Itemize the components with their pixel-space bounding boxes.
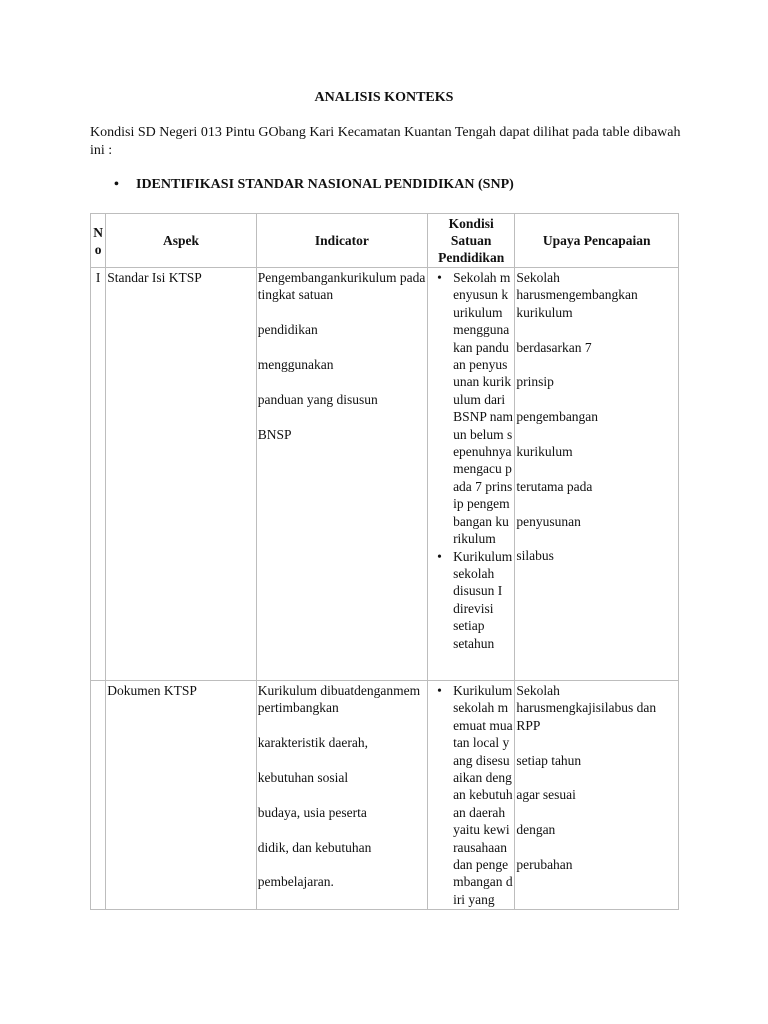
indicator-line: Pengembangankurikulum padatingkat satuan: [257, 270, 426, 303]
indicator-line: didik, dan kebutuhan: [257, 839, 372, 855]
upaya-line: pengembangan: [516, 409, 599, 425]
cell-upaya: [515, 268, 679, 681]
header-no: No: [91, 214, 106, 268]
list-item: • Kurikulum sekolah memuat muatan local yang disesuaikan dengan kebutuhan daerah yaitu kewirausahaan dan pengembangan diri yang: [429, 682, 513, 908]
list-item: • Sekolah menyusun kurikulum menggunakan panduan penyusunan kurikulum dari BSNP namun belum sepenuhnya mengacu pada 7 prinsip pengembangan kurikulum: [429, 269, 513, 548]
section-heading: [114, 177, 514, 193]
cell-indicator: [256, 681, 427, 910]
bullet-icon: •: [114, 177, 119, 192]
list-item: • Kurikulum sekolah disusun I direvisi setiap setahun: [429, 548, 513, 652]
upaya-line: Sekolah harusmengembangkan kurikulum: [516, 270, 638, 320]
header-kondisi: Kondisi Satuan Pendidikan: [428, 214, 515, 268]
indicator-line: kebutuhan sosial: [257, 770, 349, 785]
cell-no: [91, 681, 106, 910]
table-header-row: [91, 214, 679, 268]
indicator-line: karakteristik daerah,: [257, 735, 368, 751]
indicator-line: pendidikan: [257, 322, 318, 338]
cell-kondisi: [428, 268, 515, 681]
upaya-line: dengan: [516, 822, 556, 838]
indicator-line: panduan yang disusun: [257, 391, 378, 407]
indicator-line: menggunakan: [257, 357, 334, 372]
header-aspek: Aspek: [106, 214, 257, 268]
indicator-line: Kurikulum dibuatdenganmempertimbangkan: [257, 683, 421, 716]
indicator-line: pembelajaran.: [257, 874, 334, 890]
upaya-line: berdasarkan 7: [516, 339, 592, 355]
table-row: [91, 681, 679, 910]
cell-aspek: Standar Isi KTSP: [106, 268, 257, 681]
upaya-line: agar sesuai: [516, 787, 576, 803]
upaya-line: setiap tahun: [516, 752, 582, 768]
upaya-line: perubahan: [516, 857, 573, 872]
section-heading-text: IDENTIFIKASI STANDAR NASIONAL PENDIDIKAN (SNP): [136, 177, 514, 192]
cell-indicator: [256, 268, 427, 681]
cell-aspek: Dokumen KTSP: [106, 681, 257, 910]
snp-table: [90, 213, 679, 910]
upaya-line: penyusunan: [516, 513, 581, 529]
table-row: [91, 268, 679, 681]
upaya-line: Sekolah harusmengkajisilabus dan RPP: [516, 683, 657, 733]
cell-upaya: [515, 681, 679, 910]
intro-paragraph: Kondisi SD Negeri 013 Pintu GObang Kari Kecamatan Kuantan Tengah dapat dilihat pada table dibawah ini :: [90, 125, 681, 158]
cell-kondisi: [428, 681, 515, 910]
header-indicator: Indicator: [256, 214, 427, 268]
header-upaya: Upaya Pencapaian: [515, 214, 679, 268]
upaya-line: terutama pada: [516, 478, 593, 494]
upaya-line: silabus: [516, 548, 554, 564]
indicator-line: budaya, usia peserta: [257, 804, 367, 820]
upaya-line: kurikulum: [516, 444, 573, 459]
upaya-line: prinsip: [516, 374, 554, 390]
page-title: ANALISIS KONTEKS: [314, 90, 454, 105]
indicator-line: BNSP: [257, 426, 292, 442]
cell-no: I: [91, 268, 106, 681]
